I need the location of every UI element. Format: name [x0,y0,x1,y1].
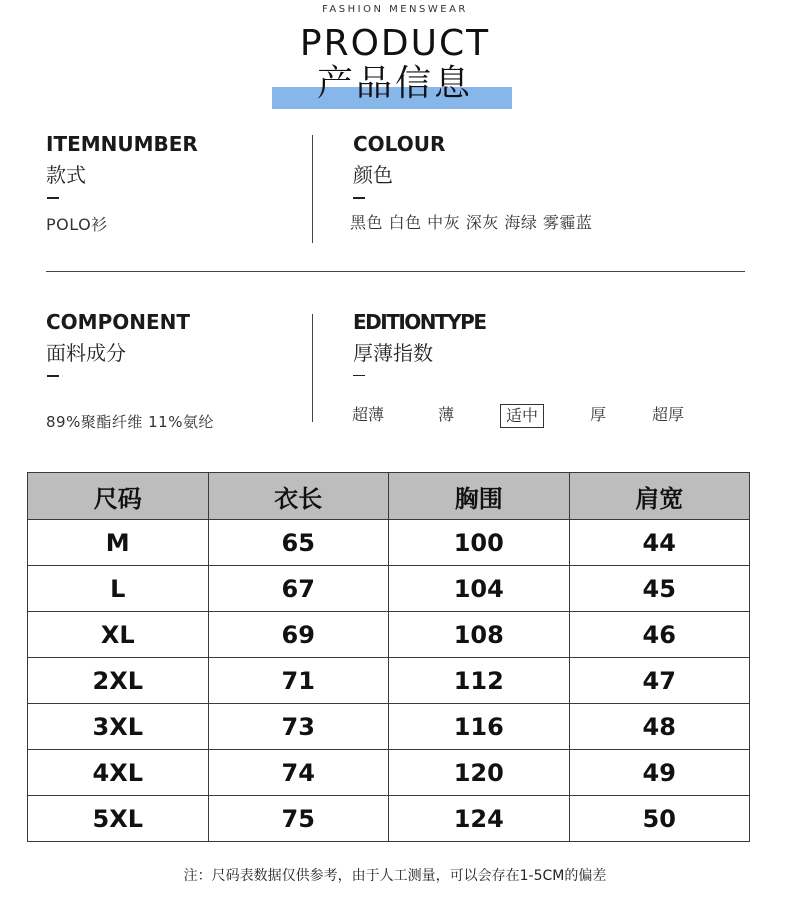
thickness-scale [352,404,712,428]
table-row [28,520,750,566]
size-table-header-row [28,473,750,520]
cell-size: M [28,520,209,566]
cell-shoulder: 49 [569,750,750,796]
cell-chest: 124 [389,796,570,842]
colour-value: 黑色 白色 中灰 深灰 海绿 雾霾蓝 [350,213,593,232]
item-dash [47,197,59,199]
cell-size: 4XL [28,750,209,796]
cell-chest: 104 [389,566,570,612]
cell-length: 65 [208,520,389,566]
cell-length: 67 [208,566,389,612]
size-table [27,472,750,842]
edition-dash [353,375,365,376]
cell-shoulder: 50 [569,796,750,842]
component-value: 89%聚酯纤维 11%氨纶 [46,413,214,431]
cell-shoulder: 46 [569,612,750,658]
thickness-option-ultra-thick: 超厚 [652,405,685,424]
page-title-en: PRODUCT [299,23,491,64]
cell-chest: 100 [389,520,570,566]
item-label-cn: 款式 [46,163,86,187]
table-row [28,566,750,612]
cell-chest: 108 [389,612,570,658]
cell-chest: 112 [389,658,570,704]
colour-label-en: COLOUR [353,132,446,156]
table-row [28,796,750,842]
component-label-en: COMPONENT [46,310,191,334]
page-title-cn: 产品信息 [316,63,473,104]
thickness-option-thin: 薄 [438,405,455,424]
colour-label-cn: 颜色 [353,163,393,187]
item-value: POLO衫 [46,215,108,234]
cell-shoulder: 47 [569,658,750,704]
cell-size: 5XL [28,796,209,842]
table-row [28,750,750,796]
cell-size: 3XL [28,704,209,750]
header-size: 尺码 [28,473,209,520]
cell-chest: 120 [389,750,570,796]
thickness-option-medium-selected: 适中 [500,404,544,428]
divider-horizontal [46,271,745,272]
table-row [28,612,750,658]
thickness-option-ultra-thin: 超薄 [352,405,385,424]
component-label-cn: 面料成分 [46,341,126,365]
brand-label: FASHION MENSWEAR [322,4,468,15]
thickness-option-thick: 厚 [590,405,607,424]
divider-vertical-bottom [312,314,313,422]
cell-size: 2XL [28,658,209,704]
cell-length: 73 [208,704,389,750]
component-dash [47,375,59,377]
cell-size: L [28,566,209,612]
measurement-note: 注：尺码表数据仅供参考，由于人工测量，可以会存在1-5CM的偏差 [183,868,607,884]
edition-label-cn: 厚薄指数 [353,341,433,365]
table-row [28,658,750,704]
cell-size: XL [28,612,209,658]
header-chest: 胸围 [389,473,570,520]
table-row [28,704,750,750]
cell-length: 74 [208,750,389,796]
header-length: 衣长 [208,473,389,520]
cell-length: 75 [208,796,389,842]
item-label-en: ITEMNUMBER [46,132,198,156]
cell-shoulder: 48 [569,704,750,750]
cell-chest: 116 [389,704,570,750]
header-shoulder: 肩宽 [569,473,750,520]
cell-length: 71 [208,658,389,704]
divider-vertical-top [312,135,313,243]
cell-shoulder: 45 [569,566,750,612]
cell-shoulder: 44 [569,520,750,566]
colour-dash [353,197,365,199]
cell-length: 69 [208,612,389,658]
edition-label-en: EDITIONTYPE [353,310,486,334]
